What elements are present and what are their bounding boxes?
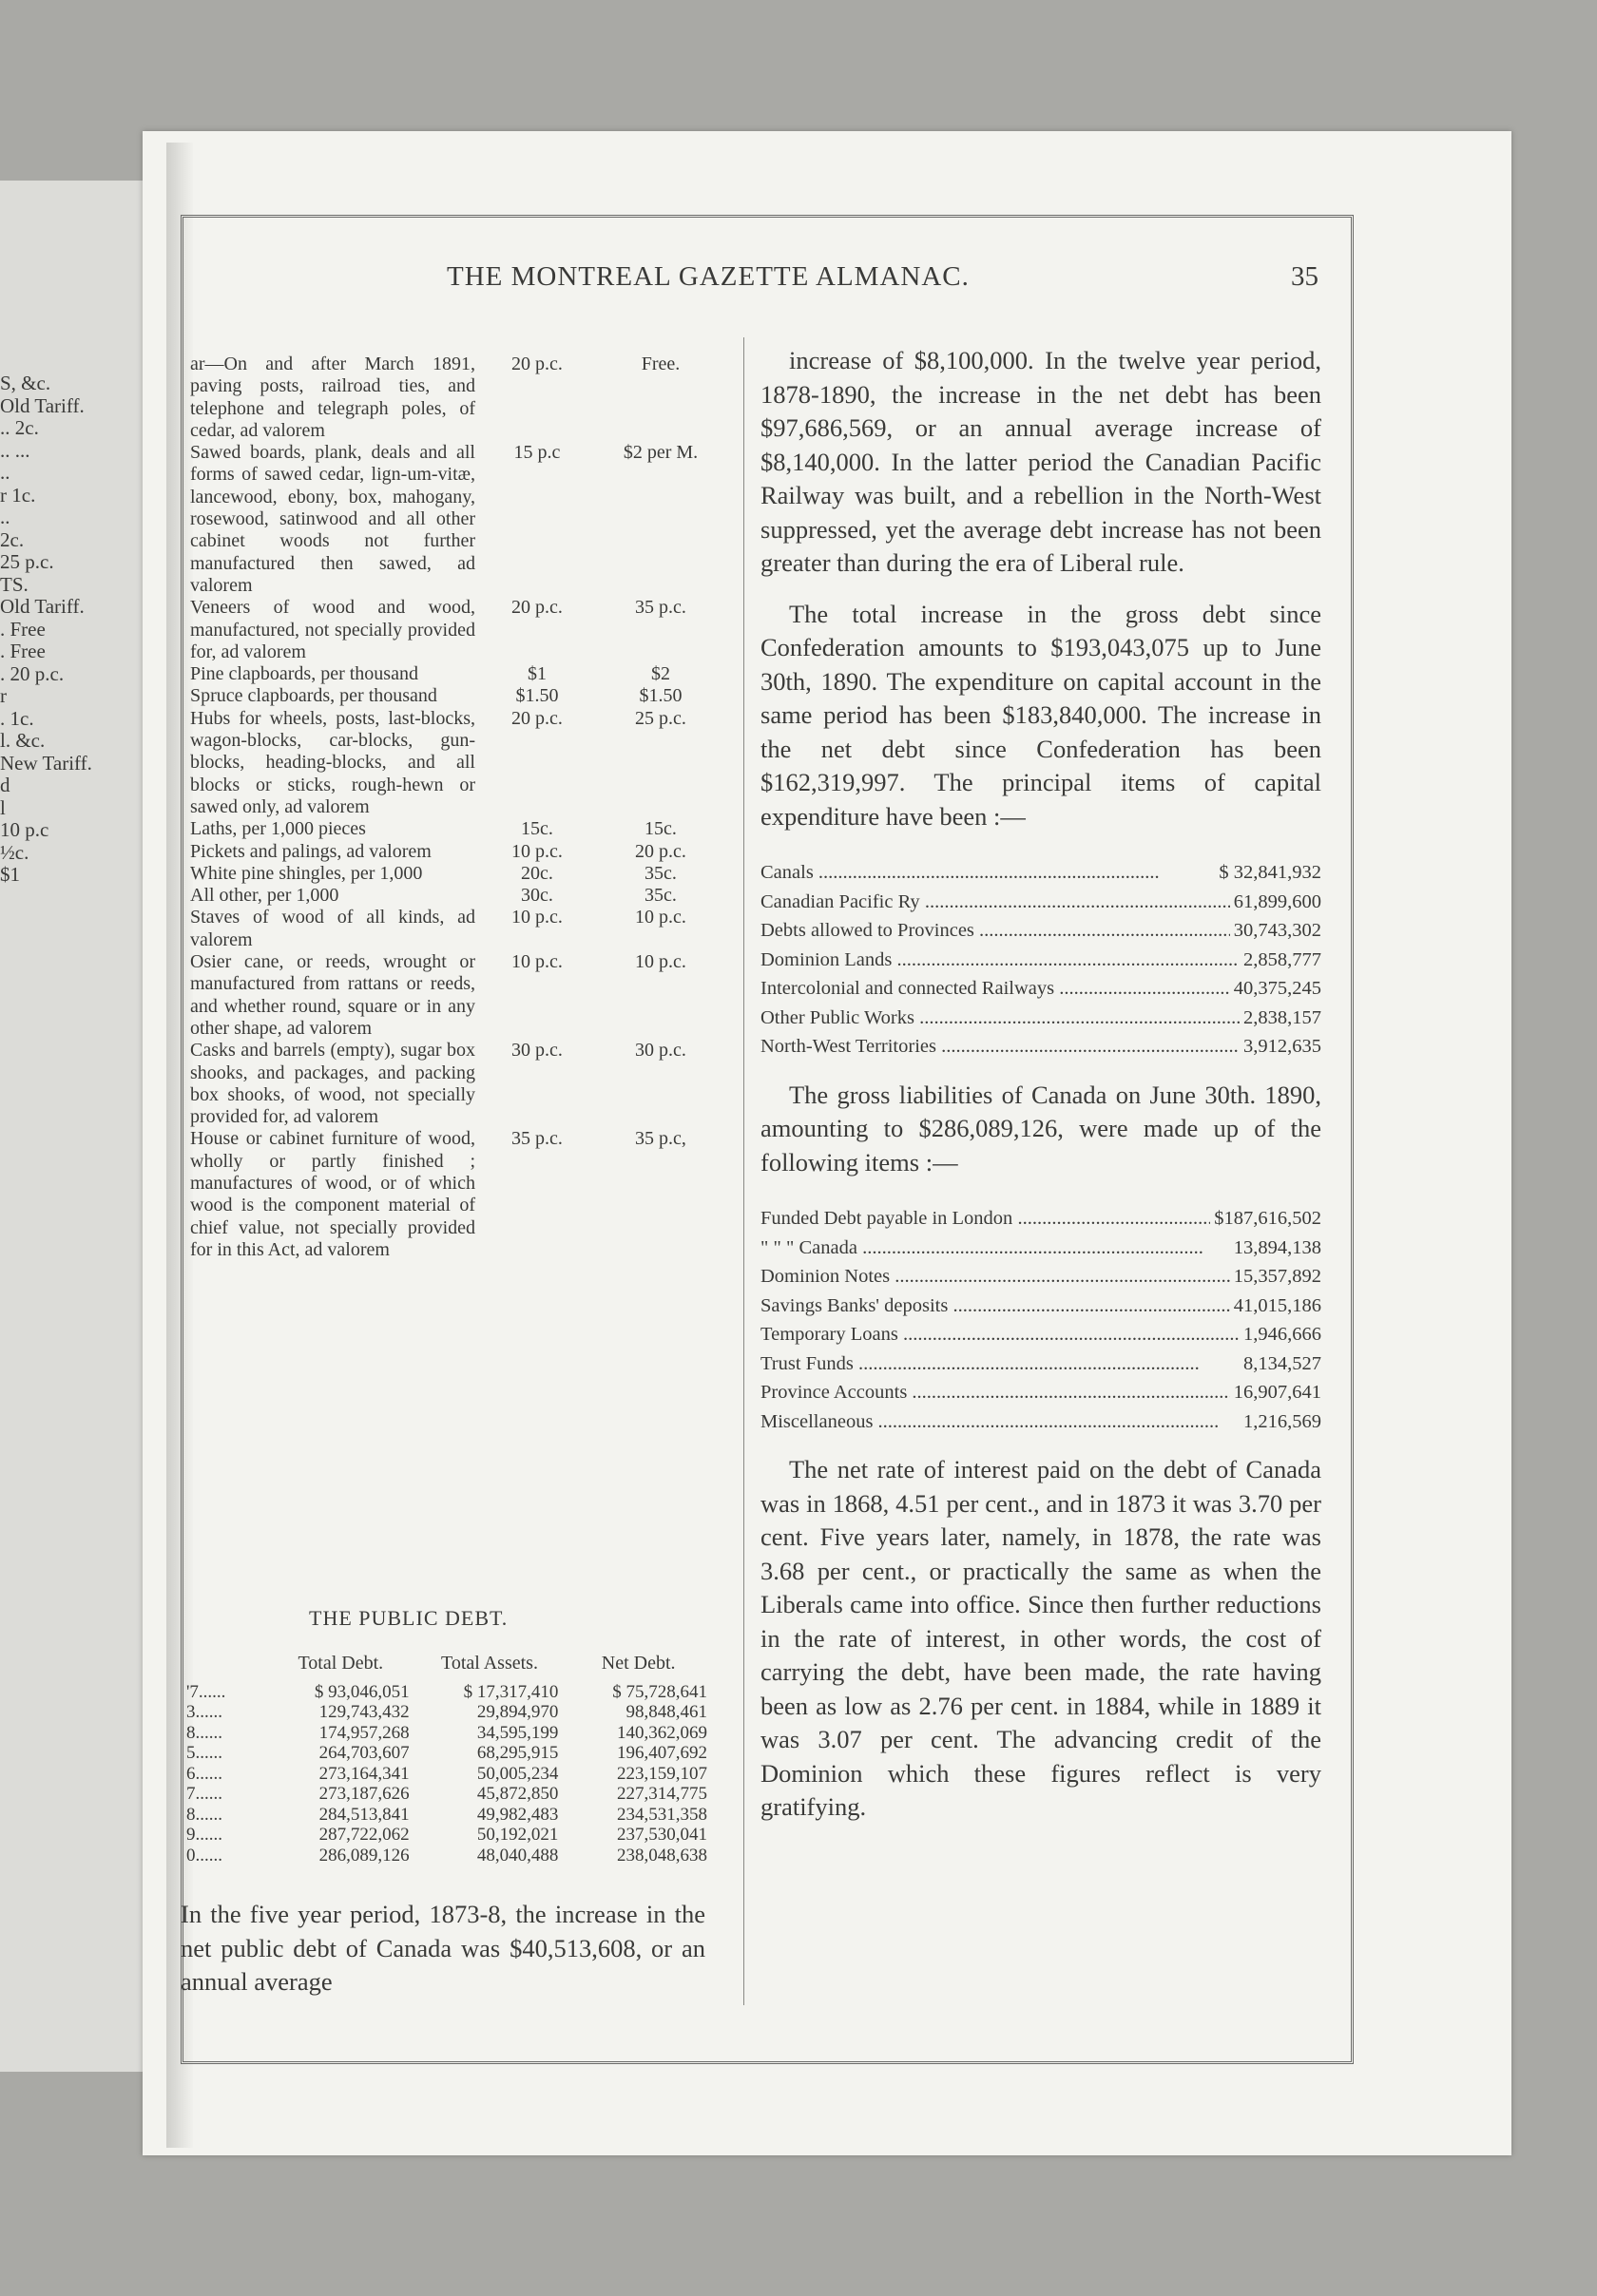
net-debt-cell: $ 75,728,641 — [612, 1681, 707, 1702]
right-column — [760, 344, 1321, 1825]
fragment-line: .. — [0, 462, 10, 484]
year-cell: 7...... — [186, 1784, 222, 1804]
item-amount: 61,899,600 — [1233, 890, 1321, 912]
item-amount: 13,894,138 — [1233, 1236, 1321, 1258]
new-tariff-rate: 30 p.c. — [635, 1040, 686, 1062]
year-cell: 8...... — [186, 1722, 222, 1743]
net-debt-cell: 234,531,358 — [617, 1804, 707, 1825]
fragment-line: l. &c. — [0, 730, 46, 752]
item-label: Dominion Notes ..... — [760, 1262, 1230, 1292]
tariff-item-description: Hubs for wheels, posts, last-blocks, wagon-blocks, car-blocks, gun-blocks, heading-blocks, and all blocks or sticks, rough-hewn or sawed only, ad valorem — [190, 707, 475, 817]
net-debt-cell: 237,530,041 — [617, 1825, 707, 1845]
fragment-line: S, &c. — [0, 373, 51, 394]
running-header: THE MONTREAL GAZETTE ALMANAC. — [447, 261, 970, 292]
liability-item — [760, 1292, 1321, 1321]
tariff-item-description: Spruce clapboards, per thousand — [190, 685, 437, 707]
item-amount: 1,216,569 — [1243, 1410, 1321, 1432]
old-tariff-rate: 20 p.c. — [511, 707, 563, 729]
total-debt-cell: 273,164,341 — [318, 1763, 410, 1784]
item-amount: 2,858,777 — [1243, 948, 1321, 970]
table-row — [181, 1805, 713, 1826]
liability-item — [760, 1320, 1321, 1349]
total-assets-cell: 45,872,850 — [476, 1784, 559, 1804]
liability-item — [760, 1204, 1321, 1234]
tariff-row — [190, 1128, 732, 1261]
tariff-table — [190, 354, 732, 1261]
column-header-total-assets: Total Assets. — [441, 1653, 538, 1674]
fragment-line: New Tariff. — [0, 752, 92, 775]
tariff-row — [190, 841, 732, 863]
previous-page-fragment — [0, 373, 200, 887]
capital-expenditure-item — [760, 1004, 1321, 1033]
liability-item — [760, 1378, 1321, 1407]
tariff-row — [190, 597, 732, 663]
column-divider — [743, 337, 744, 2005]
capital-expenditure-item — [760, 888, 1321, 917]
item-amount: 30,743,302 — [1233, 920, 1321, 941]
fragment-line: 10 p.c — [0, 819, 49, 841]
table-row — [181, 1743, 713, 1764]
item-amount: 1,946,666 — [1243, 1324, 1321, 1345]
item-amount: $187,616,502 — [1214, 1208, 1321, 1229]
liability-item — [760, 1234, 1321, 1263]
tariff-item-description: Pine clapboards, per thousand — [190, 663, 418, 685]
capital-expenditure-item — [760, 1032, 1321, 1062]
public-debt-table — [181, 1654, 713, 1866]
old-tariff-rate: 10 p.c. — [511, 951, 563, 973]
new-tariff-rate: 35c. — [645, 885, 677, 907]
liability-item — [760, 1262, 1321, 1292]
total-assets-cell: 48,040,488 — [476, 1845, 559, 1866]
old-tariff-rate: $1 — [528, 663, 547, 685]
tariff-item-description: ar—On and after March 1891, paving posts, railroad ties, and telephone and telegraph poles, of cedar, ad valorem — [190, 354, 475, 441]
item-label: North-West Territories ..... — [760, 1032, 1240, 1062]
total-debt-cell: 129,743,432 — [318, 1702, 410, 1722]
old-tariff-rate: 20 p.c. — [511, 354, 563, 374]
new-tariff-rate: 35c. — [645, 862, 677, 884]
net-debt-cell: 98,848,461 — [625, 1702, 707, 1722]
capital-expenditure-item — [760, 916, 1321, 946]
item-amount: 2,838,157 — [1243, 1006, 1321, 1028]
year-cell: 9...... — [186, 1825, 222, 1845]
table-row — [181, 1825, 713, 1846]
net-debt-cell: 227,314,775 — [617, 1784, 707, 1804]
table-row — [181, 1723, 713, 1744]
fragment-line: . Free — [0, 641, 46, 662]
fragment-line: . Free — [0, 618, 46, 641]
total-debt-cell: 287,722,062 — [318, 1825, 410, 1845]
new-tariff-rate: 20 p.c. — [635, 840, 686, 862]
total-assets-cell: $ 17,317,410 — [463, 1681, 559, 1702]
item-label: Miscellaneous ..... — [760, 1407, 1219, 1437]
item-label: Other Public Works ..... — [760, 1004, 1240, 1033]
item-amount: 16,907,641 — [1233, 1382, 1321, 1403]
item-label: Funded Debt payable in London ..... — [760, 1204, 1210, 1234]
item-label: Temporary Loans ..... — [760, 1320, 1240, 1349]
liability-item — [760, 1407, 1321, 1437]
year-cell: '7...... — [186, 1681, 226, 1702]
tariff-row — [190, 1040, 732, 1128]
fragment-line: TS. — [0, 573, 29, 596]
item-label: Debts allowed to Provinces ..... — [760, 916, 1230, 946]
total-debt-cell: 286,089,126 — [318, 1845, 410, 1866]
fragment-line: . 1c. — [0, 707, 34, 730]
year-cell: 8...... — [186, 1804, 222, 1825]
liability-item — [760, 1349, 1321, 1379]
tariff-row — [190, 951, 732, 1040]
total-debt-cell: 264,703,607 — [318, 1743, 410, 1763]
public-debt-title: THE PUBLIC DEBT. — [309, 1606, 509, 1630]
capital-expenditure-list — [760, 858, 1321, 1062]
paragraph-interest-rate: The net rate of interest paid on the debt of Canada was in 1868, 4.51 per cent., and in 1873 it was 3.70 per cent. Five years later, namely, in 1878, the rate was 3.68 per cent., or practically the same as when the Liberals came into office. Since then further reductions in the rate of interest, in other words, the cost of carrying the debt, have been made, the rate having been as low as 2.76 per cent. in 1884, while in 1889 it was 3.07 per cent. The advancing credit of the Dominion which these figures reflect is very gratifying. — [760, 1455, 1321, 1821]
old-tariff-rate: 15 p.c — [513, 442, 561, 464]
tariff-row — [190, 354, 732, 442]
total-assets-cell: 49,982,483 — [476, 1804, 559, 1825]
tariff-item-description: Pickets and palings, ad valorem — [190, 840, 432, 862]
total-debt-cell: $ 93,046,051 — [314, 1681, 410, 1702]
capital-expenditure-item — [760, 974, 1321, 1004]
table-row — [181, 1702, 713, 1723]
capital-expenditure-item — [760, 946, 1321, 975]
item-amount: $ 32,841,932 — [1219, 862, 1321, 883]
net-debt-cell: 140,362,069 — [617, 1722, 707, 1743]
tariff-item-description: Laths, per 1,000 pieces — [190, 818, 366, 840]
item-label: " " " Canada ..... — [760, 1234, 1203, 1263]
table-row — [181, 1682, 713, 1703]
item-amount: 3,912,635 — [1243, 1036, 1321, 1057]
paragraph-gross-liabilities: The gross liabilities of Canada on June 30th. 1890, amounting to $286,089,126, were made up of the following items :— — [760, 1080, 1321, 1177]
fragment-line: ½c. — [0, 841, 29, 864]
item-label: Canals ..... — [760, 858, 1160, 888]
fragment-line: Old Tariff. — [0, 596, 85, 618]
year-cell: 5...... — [186, 1743, 222, 1763]
net-debt-cell: 223,159,107 — [617, 1763, 707, 1784]
item-amount: 15,357,892 — [1233, 1266, 1321, 1287]
tariff-item-description: White pine shingles, per 1,000 — [190, 862, 423, 884]
tariff-item-description: Veneers of wood and wood, manufactured, not specially provided for, ad valorem — [190, 597, 475, 662]
tariff-item-description: House or cabinet furniture of wood, wholly or partly finished ; manufactures of wood, or of which wood is the component material of chief value, not specially provided for in this Act, ad valorem — [190, 1128, 475, 1260]
new-tariff-rate: Free. — [641, 354, 681, 374]
net-debt-cell: 238,048,638 — [617, 1845, 707, 1866]
item-amount: 40,375,245 — [1233, 978, 1321, 999]
tariff-item-description: All other, per 1,000 — [190, 885, 339, 907]
fragment-line: 2c. — [0, 528, 25, 551]
item-amount: 41,015,186 — [1233, 1294, 1321, 1316]
tariff-row — [190, 818, 732, 840]
fragment-line: .. — [0, 507, 10, 528]
old-tariff-rate: 30 p.c. — [511, 1040, 563, 1062]
fragment-line: d — [0, 775, 10, 796]
total-assets-cell: 34,595,199 — [476, 1722, 559, 1743]
capital-expenditure-item — [760, 858, 1321, 888]
fragment-line: l — [0, 796, 6, 819]
item-label: Canadian Pacific Ry ..... — [760, 888, 1230, 917]
fragment-line: r 1c. — [0, 484, 36, 507]
item-amount: 8,134,527 — [1243, 1352, 1321, 1374]
paragraph-debt-increase: increase of $8,100,000. In the twelve year period, 1878-1890, the increase in the net debt has been $97,686,569, or an annual average increase of $8,140,000. In the latter period the Canadian Pacific Railway was built, and a rebellion in the North-West suppressed, yet the average debt increase has not been greater than during the era of Liberal rule. — [760, 346, 1321, 577]
page-number: 35 — [1291, 261, 1318, 292]
tariff-item-description: Staves of wood of all kinds, ad valorem — [190, 907, 475, 950]
new-tariff-rate: 35 p.c, — [635, 1128, 686, 1150]
tariff-row — [190, 685, 732, 707]
total-assets-cell: 29,894,970 — [476, 1702, 559, 1722]
net-debt-cell: 196,407,692 — [617, 1743, 707, 1763]
tariff-row — [190, 907, 732, 951]
year-cell: 6...... — [186, 1763, 222, 1784]
fragment-line: . 20 p.c. — [0, 662, 65, 685]
fragment-line: 25 p.c. — [0, 551, 54, 573]
year-cell: 3...... — [186, 1702, 222, 1722]
new-tariff-rate: 25 p.c. — [635, 707, 686, 729]
old-tariff-rate: 20 p.c. — [511, 597, 563, 619]
fragment-line: Old Tariff. — [0, 394, 85, 417]
old-tariff-rate: 20c. — [521, 862, 553, 884]
item-label: Dominion Lands ..... — [760, 946, 1238, 975]
tariff-row — [190, 663, 732, 685]
item-label: Province Accounts ..... — [760, 1378, 1230, 1407]
debt-paragraph: In the five year period, 1873-8, the increase in the net public debt of Canada was $40,513,608, or an annual average — [181, 1900, 705, 1996]
tariff-item-description: Osier cane, or reeds, wrought or manufactured from rattans or reeds, and whether round, square or in any other shape, ad valorem — [190, 951, 475, 1039]
new-tariff-rate: 15c. — [645, 818, 677, 840]
year-cell: 0...... — [186, 1845, 222, 1866]
paragraph-gross-debt: The total increase in the gross debt since Confederation amounts to $193,043,075 up to June 30th, 1890. The expenditure on capital account in the same period has been $183,840,000. The increase in the net debt since Confederation has been $162,319,997. The principal items of capital expenditure have been :— — [760, 599, 1321, 831]
tariff-row — [190, 885, 732, 907]
new-tariff-rate: $1.50 — [639, 685, 683, 707]
tariff-row — [190, 863, 732, 885]
old-tariff-rate: 35 p.c. — [511, 1128, 563, 1150]
item-label: Intercolonial and connected Railways ..... — [760, 974, 1230, 1004]
total-assets-cell: 50,192,021 — [476, 1825, 559, 1845]
tariff-row — [190, 442, 732, 597]
old-tariff-rate: $1.50 — [515, 685, 559, 707]
fragment-line: .. 2c. — [0, 417, 39, 439]
item-label: Trust Funds ..... — [760, 1349, 1200, 1379]
old-tariff-rate: 30c. — [521, 885, 553, 907]
new-tariff-rate: 10 p.c. — [635, 907, 686, 928]
year-column-header — [181, 1654, 266, 1682]
table-row — [181, 1846, 713, 1866]
fragment-line: .. ... — [0, 439, 30, 462]
new-tariff-rate: 35 p.c. — [635, 597, 686, 619]
new-tariff-rate: $2 — [651, 663, 670, 685]
table-row — [181, 1764, 713, 1785]
tariff-item-description: Sawed boards, plank, deals and all forms of sawed cedar, lign-um-vitæ, lancewood, ebony, box, mahogany, rosewood, satinwood and all other cabinet woods not further manufactured then sawed, ad valorem — [190, 442, 475, 596]
fragment-line: $1 — [0, 864, 20, 886]
fragment-line: r — [0, 685, 7, 707]
column-header-total-debt: Total Debt. — [298, 1653, 384, 1674]
item-label: Savings Banks' deposits ..... — [760, 1292, 1230, 1321]
column-header-net-debt: Net Debt. — [601, 1653, 676, 1674]
new-tariff-rate: 10 p.c. — [635, 951, 686, 973]
total-assets-cell: 68,295,915 — [476, 1743, 559, 1763]
old-tariff-rate: 10 p.c. — [511, 840, 563, 862]
total-assets-cell: 50,005,234 — [476, 1763, 559, 1784]
total-debt-cell: 174,957,268 — [318, 1722, 410, 1743]
total-debt-cell: 273,187,626 — [318, 1784, 410, 1804]
tariff-row — [190, 708, 732, 818]
new-tariff-rate: $2 per M. — [623, 442, 699, 464]
tariff-item-description: Casks and barrels (empty), sugar box shooks, and packages, and packing box shooks, of wood, not specially provided for, ad valorem — [190, 1040, 475, 1128]
old-tariff-rate: 10 p.c. — [511, 907, 563, 928]
table-row — [181, 1784, 713, 1805]
old-tariff-rate: 15c. — [521, 818, 553, 840]
liabilities-list — [760, 1204, 1321, 1436]
total-debt-cell: 284,513,841 — [318, 1804, 410, 1825]
